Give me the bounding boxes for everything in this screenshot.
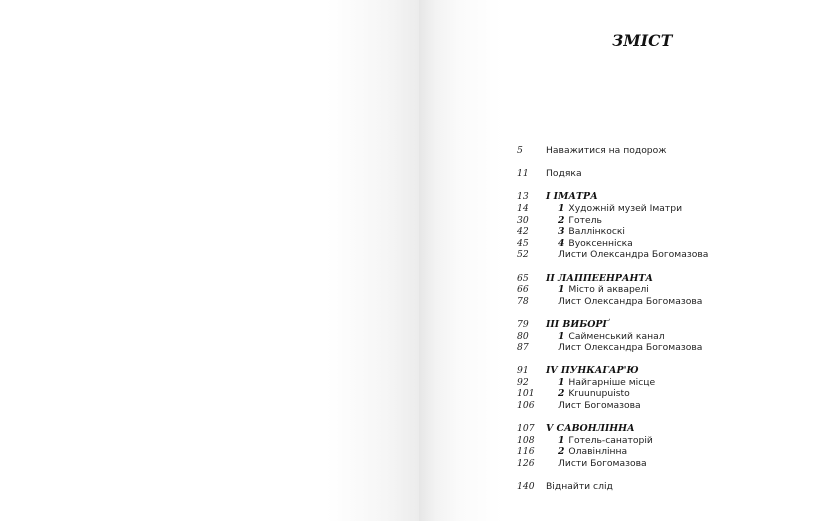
toc-entry-label: Найгарніше місце	[568, 376, 656, 388]
toc-page-number: 52	[517, 249, 529, 261]
toc-page-number: 87	[517, 342, 529, 354]
toc-entry	[505, 215, 825, 227]
table-of-contents	[505, 145, 825, 493]
toc-entry-label: Подяка	[546, 168, 582, 180]
toc-entry-label: Валлінкоскі	[568, 226, 625, 238]
toc-entry-label: Листи Олександра Богомазова	[558, 249, 709, 261]
toc-entry	[505, 168, 825, 180]
toc-chapter-number: 2	[558, 214, 565, 226]
toc-page-number: 79	[517, 318, 529, 330]
toc-chapter-number: 1	[558, 284, 565, 296]
toc-entry-label: Наважитися на подорож	[546, 145, 667, 156]
toc-section-title: V САВОНЛІННА	[546, 423, 635, 435]
toc-page-number: 78	[517, 295, 529, 307]
left-page	[0, 0, 419, 521]
toc-chapter-number: 3	[558, 226, 565, 238]
toc-entry-label: Лист Олександра Богомазова	[558, 295, 703, 307]
toc-section	[505, 273, 825, 285]
toc-page-number: 91	[517, 365, 529, 377]
toc-entry-label: Вуоксенніска	[568, 237, 633, 249]
toc-entry	[505, 435, 825, 447]
toc-page-number: 108	[517, 434, 535, 446]
toc-section	[505, 423, 825, 435]
toc-page-number: 106	[517, 400, 535, 412]
toc-page-number: 92	[517, 376, 529, 388]
toc-page-number: 126	[517, 458, 535, 470]
toc-page-number: 30	[517, 214, 529, 226]
toc-entry	[505, 238, 825, 250]
toc-entry-label: Віднайти слід	[546, 481, 613, 493]
toc-page-number: 11	[517, 168, 529, 180]
toc-entry-label: Художній музей Іматри	[568, 202, 683, 214]
toc-page-number: 80	[517, 330, 529, 342]
toc-chapter-number: 4	[558, 237, 565, 249]
toc-entry	[505, 296, 825, 308]
toc-entry-label: Сайменський канал	[568, 330, 665, 342]
toc-entry	[505, 203, 825, 215]
toc-chapter-number: 2	[558, 446, 565, 458]
toc-entry	[505, 458, 825, 470]
toc-entry-label: Лист Богомазова	[558, 400, 641, 412]
toc-chapter-number: 1	[558, 202, 565, 214]
toc-entry-label: Готель	[568, 214, 602, 226]
toc-section	[505, 191, 825, 203]
toc-entry	[505, 145, 825, 157]
toc-page-number: 116	[517, 446, 535, 458]
toc-chapter-number: 1	[558, 330, 565, 342]
toc-entry-label: Місто й акварелі	[568, 284, 649, 296]
toc-page-number: 65	[517, 272, 529, 284]
toc-section-title: II ЛАППЕЕНРАНТА	[546, 272, 653, 284]
toc-entry	[505, 249, 825, 261]
toc-entry	[505, 388, 825, 400]
toc-page-number: 42	[517, 226, 529, 238]
toc-page-number: 140	[517, 481, 535, 493]
toc-page-number: 45	[517, 237, 529, 249]
toc-section	[505, 365, 825, 377]
toc-section	[505, 319, 825, 331]
toc-entry	[505, 284, 825, 296]
page-title: ЗМІСТ	[612, 31, 673, 50]
toc-chapter-number: 1	[558, 376, 565, 388]
toc-entry-label: Kruunupuisto	[568, 388, 630, 400]
toc-chapter-number: 2	[558, 388, 565, 400]
toc-section-title: I ІМАТРА	[546, 191, 598, 203]
toc-entry	[505, 481, 825, 493]
toc-chapter-number: 1	[558, 434, 565, 446]
toc-entry-label: Лист Олександра Богомазова	[558, 342, 703, 354]
toc-entry-label: Готель-санаторій	[568, 434, 653, 446]
toc-entry	[505, 342, 825, 354]
toc-entry-label: Листи Богомазова	[558, 458, 647, 470]
toc-entry	[505, 377, 825, 389]
toc-page-number: 5	[517, 145, 523, 156]
toc-section-title: IV ПУНКАГАР'Ю	[546, 365, 639, 377]
toc-entry	[505, 400, 825, 412]
toc-page-number: 14	[517, 202, 529, 214]
toc-page-number: 107	[517, 423, 535, 435]
toc-entry-label: Олавінлінна	[568, 446, 628, 458]
toc-section-title: III ВИБОРҐ	[546, 318, 609, 330]
toc-entry	[505, 446, 825, 458]
toc-page-number: 13	[517, 191, 529, 203]
toc-page-number: 66	[517, 284, 529, 296]
toc-page-number: 101	[517, 388, 535, 400]
toc-entry	[505, 331, 825, 343]
toc-entry	[505, 226, 825, 238]
